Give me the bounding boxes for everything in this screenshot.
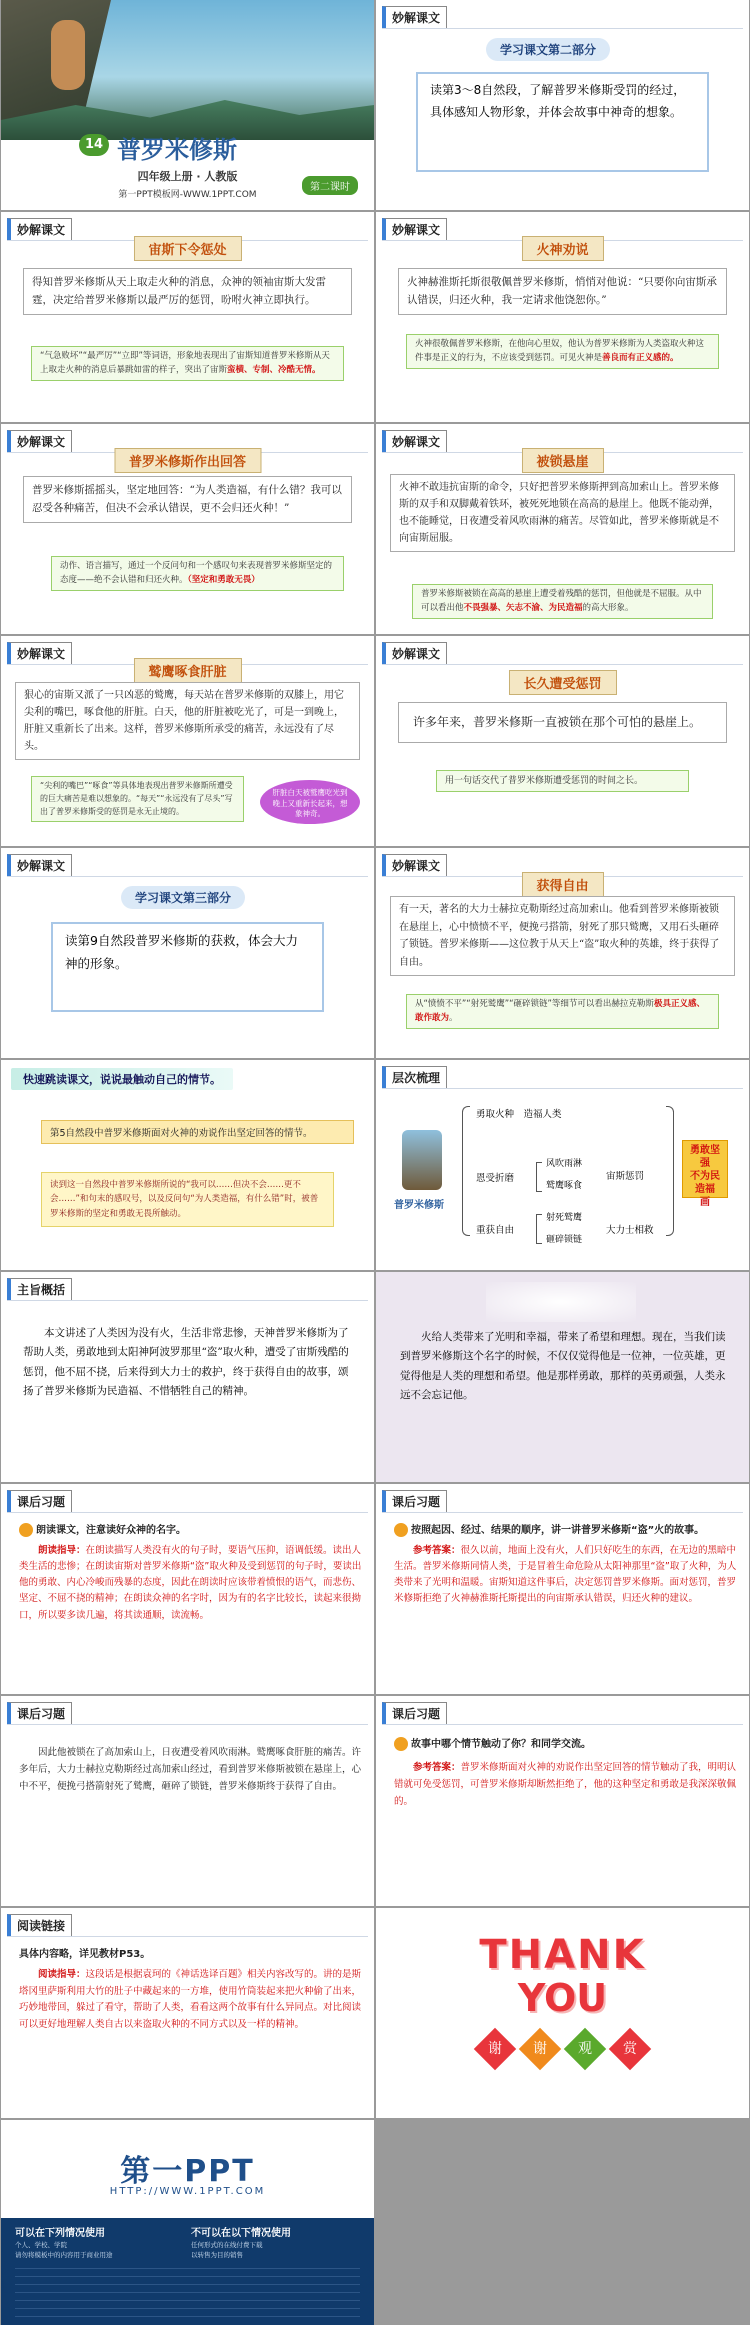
cover-illustration — [1, 0, 374, 140]
reading-head: 具体内容略，详见教材P53。 — [19, 1949, 151, 1960]
slide-tag: 课后习题 — [382, 1702, 447, 1725]
structure-row: 大力士相救 — [606, 1225, 654, 1236]
reflection-text: 火给人类带来了光明和幸福，带来了希望和理想。现在，当我们读到普罗米修斯这个名字的时候，不仅仅觉得他是一位神，一位英雄，更觉得他是人类的理想和希望。他是那样勇敢，那样的英勇顽强，人类永远不会忘记他。 — [400, 1331, 726, 1402]
text-excerpt: 火神不敢违抗宙斯的命令，只好把普罗米修斯押到高加索山上。普罗米修斯的双手和双脚戴着铁环，被死死地锁在高高的悬崖上。他既不能动弹，也不能睡觉，日夜遭受着风吹雨淋的痛苦。尽管如此，普罗米修斯就是不向宙斯屈服。 — [390, 474, 735, 552]
slide-fire-god — [376, 212, 749, 422]
cover-site: 第一PPT模板网-WWW.1PPT.COM — [118, 190, 257, 200]
lesson-badge: 第二课时 — [302, 176, 358, 195]
exercise-question: 故事中哪个情节触动了你？和同学交流。 — [411, 1739, 591, 1750]
slide-title: 宙斯下令惩处 — [133, 236, 241, 261]
flower-icon — [394, 1523, 408, 1537]
slide-tag: 妙解课文 — [382, 854, 447, 877]
question-banner: 快速跳读课文，说说最触动自己的情节。 — [11, 1068, 233, 1090]
section-heading: 学习课文第二部分 — [486, 38, 610, 61]
slide-part2 — [376, 0, 749, 210]
slide-exercise-2 — [376, 1484, 749, 1694]
text-excerpt: 有一天，著名的大力士赫拉克勒斯经过高加索山。他看到普罗米修斯被锁在悬崖上，心中愤愤不平，便挽弓搭箭，射死了那只鹫鹰，又用石头砸碎了锁链。普罗米修斯——这位教于从天上“盗”取火种的英雄，终于获得了自由。 — [390, 896, 735, 976]
thanks-chars: 谢 谢 观 赏 — [376, 2034, 749, 2064]
slide-tag: 妙解课文 — [7, 642, 72, 665]
annotation: 普罗米修斯被锁在高高的悬崖上遭受着残酷的惩罚，但他就是不屈服。从中可以看出他不畏强暴、矢志不渝、为民造福的高大形象。 — [412, 584, 713, 619]
structure-row: 重获自由 — [476, 1225, 515, 1236]
cover-subtitle: 四年级上册 · 人教版 — [137, 170, 238, 183]
annotation: 用一句话交代了普罗米修斯遭受惩罚的时间之长。 — [436, 770, 689, 792]
structure-row: 风吹雨淋 — [546, 1159, 583, 1169]
slide-tag: 课后习题 — [382, 1490, 447, 1513]
slide-tag: 妙解课文 — [382, 642, 447, 665]
slide-footer — [1, 2120, 374, 2325]
hero-name: 普罗米修斯 — [394, 1200, 444, 1211]
study-goal: 读第9自然段普罗米修斯的获救，体会大力神的形象。 — [51, 922, 324, 1012]
structure-row: 恩受折磨 — [476, 1173, 515, 1184]
slide-reflection — [376, 1272, 749, 1482]
slide-title: 被锁悬崖 — [521, 448, 603, 473]
slide-tag: 妙解课文 — [7, 854, 72, 877]
exercise-answer: 朗读指导：在朗读描写人类没有火的句子时，要语气压抑，语调低缓。读出人类生活的悲惨；在朗读宙斯对普罗米修斯“盗”取火种及受到惩罚的句子时，要读出他的勇敢、内心冷峻而残暴的态度，因此在朗读时应该带着愤恨的语气，而悲伤、坚定、不屈不挠的精神；在朗读众神的名字时，因为有的名字比较长，读起来很拗口，所以要多读几遍，将其读通顺，读流畅。 — [19, 1545, 362, 1621]
annotation: 动作、语言描写，通过一个反问句和一个感叹句来表现普罗米修斯坚定的态度——绝不会认错和归还火种。（坚定和勇敢无畏） — [51, 556, 344, 591]
slide-tag: 课后习题 — [7, 1702, 72, 1725]
footer-panel: 可以在下列情况使用 个人、学校、学院 请勿将模板中的内容用于商业用途 不可以在以下情况使用 任何形式的在线付费下载 以转售为目的销售 — [1, 2218, 374, 2325]
slide-tag: 主旨概括 — [7, 1278, 72, 1301]
text-excerpt: 火神赫淮斯托斯很敬佩普罗米修斯，悄悄对他说：“只要你向宙斯承认错误，归还火种，我一定请求他饶恕你。” — [398, 268, 727, 315]
slide-part3 — [1, 848, 374, 1058]
lesson-number: 14 — [79, 134, 109, 156]
main-idea-text: 本文讲述了人类因为没有火，生活非常悲惨，天神普罗米修斯为了帮助人类，勇敢地到太阳神阿波罗那里“盗”取火种，遭受了宙斯残酷的惩罚，他不屈不挠，后来得到大力士的救护，终于获得自由的故事，颂扬了普罗米修斯为民造福、不惜牺牲自己的精神。 — [23, 1327, 349, 1398]
slide-title: 普罗米修斯作出回答 — [114, 448, 261, 473]
annotation: “气急败坏”“最严厉”“立即”等词语，形象地表现出了宙斯知道普罗米修斯从天上取走火种的消息后暴跳如雷的样子，突出了宙斯蛮横、专制、冷酷无情。 — [31, 346, 344, 381]
structure-row: 鹫鹰啄食 — [546, 1181, 583, 1191]
annotation: 从“愤愤不平”“射死鹫鹰”“砸碎锁链”等细节可以看出赫拉克勒斯极具正义感、敢作敢为。 — [406, 994, 719, 1029]
selected-plot: 第5自然段中普罗米修斯面对火神的劝说作出坚定回答的情节。 — [41, 1120, 354, 1144]
slide-exercise-4 — [376, 1696, 749, 1906]
footer-logo: 第一PPT — [120, 2154, 255, 2189]
slide-title: 获得自由 — [521, 872, 603, 897]
slide-tag: 妙解课文 — [382, 430, 447, 453]
cover-slide — [1, 0, 374, 210]
annotation: 火神很敬佩普罗米修斯，在他向心里奴，他认为普罗米修斯为人类盗取火种这件事是正义的行为，不应该受到惩罚。可见火神是善良而有正义感的。 — [406, 334, 719, 369]
structure-row: 宙斯惩罚 — [606, 1171, 645, 1182]
cover-title: 普罗米修斯 — [117, 135, 237, 164]
summary-tag: 勇敢坚强 不为民造福 画 — [682, 1140, 728, 1198]
slide-zeus-order — [1, 212, 374, 422]
slide-structure — [376, 1060, 749, 1270]
slide-freedom — [376, 848, 749, 1058]
text-excerpt: 狠心的宙斯又派了一只凶恶的鹫鹰，每天站在普罗米修斯的双膝上，用它尖利的嘴巴，啄食他的肝脏。白天，他的肝脏被吃光了，可是一到晚上，肝脏又重新长了出来。这样，普罗米修斯所承受的痛苦，永远没有了尽头。 — [15, 682, 360, 760]
text-excerpt: 普罗米修斯摇摇头，坚定地回答：“为人类造福，有什么错？我可以忍受各种痛苦，但决不会承认错误，更不会归还火种！” — [23, 476, 352, 523]
slide-touching-plot — [1, 1060, 374, 1270]
footer-url: HTTP://WWW.1PPT.COM — [109, 2186, 266, 2197]
exercise-question: 朗读课文，注意读好众神的名字。 — [36, 1525, 186, 1536]
reading-guide: 阅读指导：这段话是根据袁珂的《神话选译百题》相关内容改写的。讲的是斯塔冈里萨斯利用大竹的肚子中藏起来的一方堆，使用竹筒装起来把火种偷了出来，巧妙地带回，躲过了看守，帮助了人类，看看这两个故事有什么异同点。对比阅读可以更好地理解人类自古以来盗取火种的不同方式以及一样的精神。 — [19, 1969, 362, 2030]
imagination-bubble: 肝脏白天被鹫鹰吃光到晚上又重新长起来，想象神奇。 — [260, 780, 360, 824]
slide-main-idea — [1, 1272, 374, 1482]
structure-row: 砸碎锁链 — [546, 1235, 583, 1245]
section-heading: 学习课文第三部分 — [121, 886, 245, 909]
slide-long-punishment — [376, 636, 749, 846]
exercise-answer-cont: 因此他被锁在了高加索山上，日夜遭受着风吹雨淋。鹫鹰啄食肝脏的痛苦。许多年后，大力士赫拉克勒斯经过高加索山经过，看到普罗米修斯被锁在悬崖上，心中不平，便挽弓搭箭射死了鹫鹰，砸碎了锁链，普罗米修斯终于获得了自由。 — [19, 1747, 362, 1793]
slide-answer — [1, 424, 374, 634]
slide-cliff — [376, 424, 749, 634]
slide-tag: 妙解课文 — [382, 218, 447, 241]
annotation: “尖利的嘴巴”“啄食”等具体地表现出普罗米修斯所遭受的巨大痛苦是难以想象的。“每天”“永远没有了尽头”写出了普罗米修斯受的惩罚是永无止境的。 — [31, 776, 244, 822]
structure-row: 射死鹫鹰 — [546, 1213, 583, 1223]
slide-tag: 层次梳理 — [382, 1066, 447, 1089]
slide-title: 长久遭受惩罚 — [508, 670, 616, 695]
hero-image — [402, 1130, 442, 1190]
slide-exercise-3 — [1, 1696, 374, 1906]
exercise-answer: 参考答案：普罗米修斯面对火神的劝说作出坚定回答的情节触动了我，明明认错就可免受惩罚，可普罗米修斯却断然拒绝了，他的这种坚定和勇敢是我深深敬佩的。 — [394, 1762, 737, 1808]
slide-eagle — [1, 636, 374, 846]
reading-feeling: 读到这一自然段中普罗米修斯所说的“我可以……但决不会……更不会……”和句末的感叹号，以及反问句“为人类造福，有什么错”时，被普罗米修斯的坚定和勇敢无畏所触动。 — [41, 1172, 334, 1227]
flower-icon — [394, 1737, 408, 1751]
text-excerpt: 得知普罗米修斯从天上取走火种的消息，众神的领袖宙斯大发雷霆，决定给普罗米修斯以最严厉的惩罚，吩咐火神立即执行。 — [23, 268, 352, 315]
slide-thanks — [376, 1908, 749, 2118]
exercise-question: 按照起因、经过、结果的顺序，讲一讲普罗米修斯“盗”火的故事。 — [411, 1525, 705, 1536]
slide-title: 火神劝说 — [521, 236, 603, 261]
structure-row: 勇取火种 造福人类 — [476, 1109, 562, 1120]
slide-tag: 课后习题 — [7, 1490, 72, 1513]
text-excerpt: 许多年来，普罗米修斯一直被锁在那个可怕的悬崖上。 — [398, 702, 727, 743]
slide-reading-link — [1, 1908, 374, 2118]
slide-tag: 妙解课文 — [7, 430, 72, 453]
slide-tag: 妙解课文 — [382, 6, 447, 29]
you-text: YOU — [517, 1976, 608, 2020]
slide-tag: 妙解课文 — [7, 218, 72, 241]
slide-tag: 阅读链接 — [7, 1914, 72, 1937]
exercise-answer: 参考答案：很久以前，地面上没有火，人们只好吃生的东西，在无边的黑暗中生活。普罗米修斯同情人类，于是冒着生命危险从太阳神那里“盗”取了火种，为人类带来了光明和温暖。宙斯知道这件事后，决定惩罚普罗米修斯。面对惩罚，普罗米修斯拒绝了火神赫淮斯托斯提出的向宙斯承认错误，归还火种的建议。 — [394, 1545, 737, 1605]
slide-exercise-1 — [1, 1484, 374, 1694]
thank-text: THANK — [479, 1932, 646, 1978]
study-goal: 读第3～8自然段，了解普罗米修斯受罚的经过，具体感知人物形象，并体会故事中神奇的想象。 — [416, 72, 709, 172]
slide-title: 鹫鹰啄食肝脏 — [133, 658, 241, 683]
flower-icon — [19, 1523, 33, 1537]
